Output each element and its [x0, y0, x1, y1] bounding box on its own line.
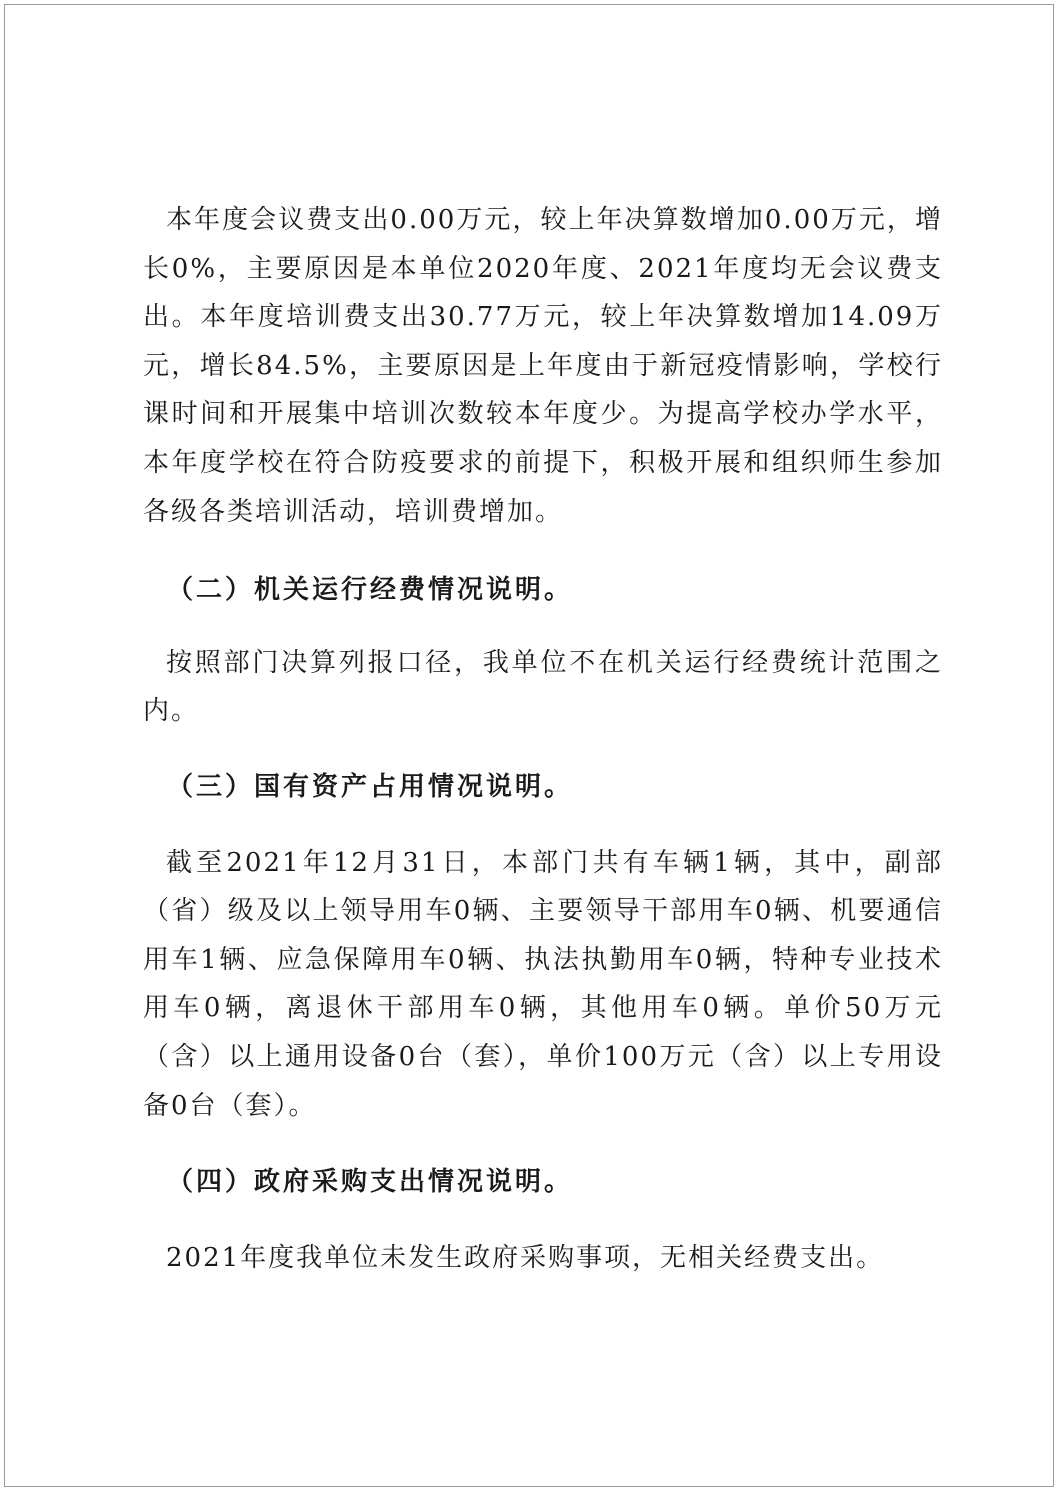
- paragraph-meeting-training-fees: 本年度会议费支出0.00万元，较上年决算数增加0.00万元，增长0%，主要原因是本单位2020年度、2021年度均无会议费支出。本年度培训费支出30.77万元，较上年决算数增加14.09万元，增长84.5%，主要原因是上年度由于新冠疫情影响，学校行课时间和开展集中培训次数较本年度少。为提高学校办学水平，本年度学校在符合防疫要求的前提下，积极开展和组织师生参加各级各类培训活动，培训费增加。: [143, 205, 943, 527]
- paragraph-government-procurement: 2021年度我单位未发生政府采购事项，无相关经费支出。: [166, 1242, 885, 1273]
- document-body: [143, 196, 943, 1282]
- paragraph-operating-expenses: 按照部门决算列报口径，我单位不在机关运行经费统计范围之内。: [143, 647, 943, 727]
- heading-state-assets: （三）国有资产占用情况说明。: [167, 771, 574, 802]
- heading-operating-expenses: （二）机关运行经费情况说明。: [167, 575, 574, 606]
- paragraph-state-assets: 截至2021年12月31日，本部门共有车辆1辆，其中，副部（省）级及以上领导用车0辆、主要领导干部用车0辆、机要通信用车1辆、应急保障用车0辆、执法执勤用车0辆，特种专业技术用车0辆，离退休干部用车0辆，其他用车0辆。单价50万元（含）以上通用设备0台（套），单价100万元（含）以上专用设备0台（套）。: [143, 847, 943, 1121]
- heading-government-procurement: （四）政府采购支出情况说明。: [167, 1167, 574, 1198]
